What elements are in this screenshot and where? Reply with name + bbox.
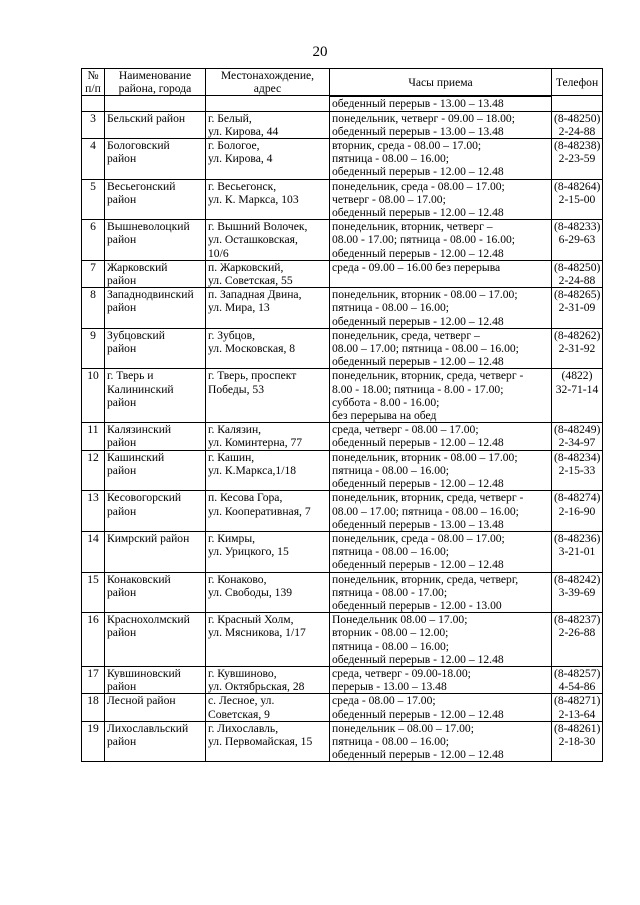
table-row	[82, 613, 603, 667]
phone-number: (8-48274) 2-16-90	[552, 491, 603, 532]
row-number: 19	[82, 721, 105, 762]
district-address: г. Зубцов, ул. Московская, 8	[206, 328, 330, 369]
reception-schedule-table	[81, 68, 603, 762]
table-row	[82, 139, 603, 180]
district-name: Кесовогорский район	[105, 491, 206, 532]
row-number: 9	[82, 328, 105, 369]
reception-hours: среда - 08.00 – 17.00; обеденный перерыв - 12.00 – 12.48	[330, 694, 552, 721]
district-address: г. Конаково, ул. Свободы, 139	[206, 572, 330, 613]
district-address: г. Бологое, ул. Кирова, 4	[206, 139, 330, 180]
phone-number: (8-48265) 2-31-09	[552, 288, 603, 329]
table-row	[82, 423, 603, 450]
row-number: 12	[82, 450, 105, 491]
district-address: г. Лихославль, ул. Первомайская, 15	[206, 721, 330, 762]
header-name: Наименование района, города	[105, 69, 206, 96]
reception-hours: понедельник – 08.00 – 17.00; пятница - 08.00 – 16.00; обеденный перерыв - 12.00 – 12.48	[330, 721, 552, 762]
district-address: г. Белый, ул. Кирова, 44	[206, 111, 330, 138]
district-address: п. Жарковский, ул. Советская, 55	[206, 260, 330, 287]
table-row	[82, 111, 603, 138]
cell-phone	[552, 96, 603, 111]
district-address: г. Кувшиново, ул. Октябрьская, 28	[206, 666, 330, 693]
page-number: 20	[312, 44, 328, 60]
phone-number: (8-48236) 3-21-01	[552, 531, 603, 572]
reception-hours: вторник, среда - 08.00 – 17.00; пятница - 08.00 – 16.00; обеденный перерыв - 12.00 – 12.48	[330, 139, 552, 180]
district-name: Конаковский район	[105, 572, 206, 613]
phone-number: (8-48234) 2-15-33	[552, 450, 603, 491]
district-name: Бельский район	[105, 111, 206, 138]
cell-num	[82, 96, 105, 111]
table-row	[82, 491, 603, 532]
row-number: 11	[82, 423, 105, 450]
reception-hours: понедельник, вторник - 08.00 – 17.00; пятница - 08.00 – 16.00; обеденный перерыв - 12.00 – 12.48	[330, 288, 552, 329]
table-row	[82, 288, 603, 329]
row-number: 16	[82, 613, 105, 667]
row-number: 3	[82, 111, 105, 138]
district-name: Вышневолоцкий район	[105, 220, 206, 261]
district-address: г. Весьегонск, ул. К. Маркса, 103	[206, 179, 330, 220]
district-address: г. Калязин, ул. Коминтерна, 77	[206, 423, 330, 450]
phone-number: (8-48238) 2-23-59	[552, 139, 603, 180]
reception-hours: понедельник, четверг - 09.00 – 18.00; обеденный перерыв - 13.00 – 13.48	[330, 111, 552, 138]
district-address: с. Лесное, ул. Советская, 9	[206, 694, 330, 721]
row-number: 7	[82, 260, 105, 287]
table-header-row	[82, 69, 603, 96]
district-address: г. Тверь, проспект Победы, 53	[206, 369, 330, 423]
reception-hours: понедельник, среда, четверг – 08.00 – 17.00; пятница - 08.00 – 16.00; обеденный перерыв - 12.00 – 12.48	[330, 328, 552, 369]
reception-hours: понедельник, вторник, среда, четверг, пятница - 08.00 - 17.00; обеденный перерыв - 12.00 - 13.00	[330, 572, 552, 613]
row-number: 14	[82, 531, 105, 572]
table-row	[82, 666, 603, 693]
row-number: 13	[82, 491, 105, 532]
phone-number: (8-48261) 2-18-30	[552, 721, 603, 762]
table-row	[82, 572, 603, 613]
district-name: Лихославльский район	[105, 721, 206, 762]
district-address: г. Кашин, ул. К.Маркса,1/18	[206, 450, 330, 491]
reception-hours: Понедельник 08.00 – 17.00; вторник - 08.00 – 12.00; пятница - 08.00 – 16.00; обеденный перерыв - 12.00 – 12.48	[330, 613, 552, 667]
cell-name	[105, 96, 206, 111]
district-name: Кашинский район	[105, 450, 206, 491]
phone-number: (8-48233) 6-29-63	[552, 220, 603, 261]
phone-number: (8-48249) 2-34-97	[552, 423, 603, 450]
phone-number: (8-48257) 4-54-86	[552, 666, 603, 693]
table-row	[82, 721, 603, 762]
row-number: 4	[82, 139, 105, 180]
phone-number: (4822) 32-71-14	[552, 369, 603, 423]
district-name: Лесной район	[105, 694, 206, 721]
district-address: п. Кесова Гора, ул. Кооперативная, 7	[206, 491, 330, 532]
table-row	[82, 260, 603, 287]
row-number: 18	[82, 694, 105, 721]
district-name: Западнодвинский район	[105, 288, 206, 329]
cell-address	[206, 96, 330, 111]
district-address: г. Кимры, ул. Урицкого, 15	[206, 531, 330, 572]
row-number: 15	[82, 572, 105, 613]
district-name: Кимрский район	[105, 531, 206, 572]
district-address: г. Красный Холм, ул. Мясникова, 1/17	[206, 613, 330, 667]
row-number: 17	[82, 666, 105, 693]
reception-hours: понедельник, вторник, среда, четверг - 08.00 – 17.00; пятница - 08.00 – 16.00; обеденный перерыв - 13.00 – 13.48	[330, 491, 552, 532]
district-address: г. Вышний Волочек, ул. Осташковская, 10/6	[206, 220, 330, 261]
district-name: Весьегонский район	[105, 179, 206, 220]
header-hours: Часы приема	[330, 69, 552, 96]
reception-hours: понедельник, вторник, среда, четверг - 8.00 - 18.00; пятница - 8.00 - 17.00; суббота - 8.00 - 16.00; без перерыва на обед	[330, 369, 552, 423]
district-name: Краснохолмский район	[105, 613, 206, 667]
header-address: Местонахождение, адрес	[206, 69, 330, 96]
table-row	[82, 694, 603, 721]
reception-hours: понедельник, среда - 08.00 – 17.00; четверг - 08.00 – 17.00; обеденный перерыв - 12.00 – 12.48	[330, 179, 552, 220]
continuation-hours: обеденный перерыв - 13.00 – 13.48	[330, 96, 551, 110]
district-address: п. Западная Двина, ул. Мира, 13	[206, 288, 330, 329]
reception-hours: среда, четверг - 09.00-18.00; перерыв - 13.00 – 13.48	[330, 666, 552, 693]
district-name: Калязинский район	[105, 423, 206, 450]
row-number: 10	[82, 369, 105, 423]
phone-number: (8-48264) 2-15-00	[552, 179, 603, 220]
row-number: 6	[82, 220, 105, 261]
row-number: 8	[82, 288, 105, 329]
cell-hours	[330, 96, 552, 111]
table-row	[82, 220, 603, 261]
district-name: Кувшиновский район	[105, 666, 206, 693]
table-row	[82, 450, 603, 491]
district-name: г. Тверь и Калининский район	[105, 369, 206, 423]
district-name: Бологовский район	[105, 139, 206, 180]
row-number: 5	[82, 179, 105, 220]
reception-hours: понедельник, среда - 08.00 – 17.00; пятница - 08.00 – 16.00; обеденный перерыв - 12.00 – 12.48	[330, 531, 552, 572]
reception-hours: среда - 09.00 – 16.00 без перерыва	[330, 260, 552, 287]
reception-hours: среда, четверг - 08.00 – 17.00; обеденный перерыв - 12.00 – 12.48	[330, 423, 552, 450]
table-row-continuation	[82, 96, 603, 111]
table-row	[82, 179, 603, 220]
phone-number: (8-48271) 2-13-64	[552, 694, 603, 721]
phone-number: (8-48242) 3-39-69	[552, 572, 603, 613]
phone-number: (8-48262) 2-31-92	[552, 328, 603, 369]
phone-number: (8-48250) 2-24-88	[552, 260, 603, 287]
reception-hours: понедельник, вторник - 08.00 – 17.00; пятница - 08.00 – 16.00; обеденный перерыв - 12.00 – 12.48	[330, 450, 552, 491]
district-name: Жарковский район	[105, 260, 206, 287]
table-row	[82, 531, 603, 572]
phone-number: (8-48250) 2-24-88	[552, 111, 603, 138]
header-phone: Телефон	[552, 69, 603, 96]
district-name: Зубцовский район	[105, 328, 206, 369]
phone-number: (8-48237) 2-26-88	[552, 613, 603, 667]
header-num: № п/п	[82, 69, 105, 96]
table-row	[82, 328, 603, 369]
reception-hours: понедельник, вторник, четверг – 08.00 - 17.00; пятница - 08.00 - 16.00; обеденный перерыв - 12.00 – 12.48	[330, 220, 552, 261]
table-row	[82, 369, 603, 423]
